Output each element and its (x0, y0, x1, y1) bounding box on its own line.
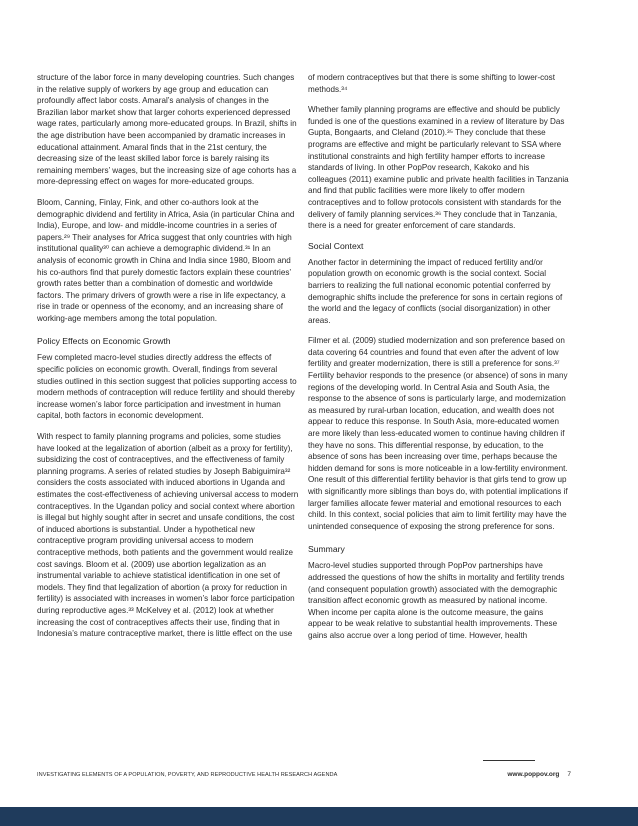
section-heading-policy-effects: Policy Effects on Economic Growth (37, 336, 171, 347)
left-column (37, 72, 299, 649)
left-paragraph-2: Bloom, Canning, Finlay, Fink, and other co-authors look at the demographic dividend and fertility in Africa, Asia (in particular China and India), Europe, and low- and middle-income countries in a series of papers.²⁹ Their analyses for Africa suggest that only countries with high institutional quality³⁰ can achieve a demographic dividend.³¹ In an analysis of economic growth in China and India since 1980, Bloom and his co-authors find that purely domestic factors explain these countries’ growth rates better than a combination of domestic and worldwide factors. The primary drivers of growth were a rise in life expectancy, a rise in trade or openness of the economy, and an increasing share of working-age members among the total population. (37, 197, 295, 323)
left-paragraph-3: Few completed macro-level studies directly address the effects of specific policies on economic growth. Overall, findings from several studies outlined in this section suggest that policies supporting access to modern methods of contraception will reduce fertility and should thereby increase women’s labor force participation and investment in human capital, both factors in economic development. (37, 353, 297, 421)
right-paragraph-5: Macro-level studies supported through PopPov partnerships have addressed the questions of how the shifts in mortality and fertility trends (and consequent population growth) associated with the demographic transition affect economic growth as measured by national income. When income per capita alone is the outcome measure, the gains appear to be weak relative to substantial health improvements. These gains also accrue over a long period of time. However, health (308, 561, 565, 640)
right-paragraph-3: Another factor in determining the impact of reduced fertility and/or population growth on economic growth is the social context. Social barriers to realizing the full national economic potential conferred by demographic shifts include the preference for sons in certain regions of the world and the legacy of conflicts (social disorganization) in other areas. (308, 257, 563, 325)
right-paragraph-1: of modern contraceptives but that there is some shifting to lower-cost methods.³⁴ (308, 73, 555, 94)
left-paragraph-1: structure of the labor force in many developing countries. Such changes in the relative supply of workers by age group and education can profoundly affect labor costs. Amaral’s analysis of changes in the Brazilian labor market show that larger cohorts experienced depressed wage rates, particularly among more-educated groups. In Brazil, shifts in the age distribution have been accompanied by dramatic increases in educational attainment. Amaral finds that in the 21st century, the decreasing size of the least skilled labor force is barely raising its remaining members’ wages, but the increasing size of age cohorts has a more-depressing effect on wages for more-educated groups. (37, 73, 297, 187)
page-number: 7 (567, 771, 571, 778)
section-heading-social-context: Social Context (308, 240, 364, 251)
footer-url[interactable]: www.poppov.org (507, 771, 560, 778)
footer-rule (483, 760, 535, 761)
left-paragraph-4: With respect to family planning programs and policies, some studies have looked at the legalization of abortion (albeit as a proxy for fertility), subsidizing the cost of contraceptives, and the effectiveness of family planning programs. A series of related studies by Joseph Babiguimira³² considers the costs associated with induced abortions in Uganda and estimates the cost-effectiveness of achieving universal access to modern contraceptives. In the Ugandan policy and social context where abortion is illegal but highly sought after in secret and unsafe conditions, the cost of induced abortions is substantial. Under a hypothetical new contraceptive program providing universal access to modern contraceptive methods, both patients and the government would realize cost savings. Bloom et al. (2009) use abortion legalization as an instrumental variable to achieve statistical identification in one set of models. They find that legalization of abortion (a proxy for reduction in fertility) is associated with increases in women’s labor force participation during reproductive ages.³³ McKelvey et al. (2012) look at whether increasing the cost of contraceptives affects their use, finding that in Indonesia’s mature contraceptive market, there is little effect on the use (37, 432, 299, 639)
right-column (308, 72, 570, 651)
footer-title: INVESTIGATING ELEMENTS OF A POPULATION, POVERTY, AND REPRODUCTIVE HEALTH RESEARCH AGENDA (37, 772, 338, 778)
right-paragraph-2: Whether family planning programs are effective and should be publicly funded is one of the questions examined in a review of literature by Das Gupta, Bongaarts, and Cleland (2010).³⁵ They conclude that these programs are effective and might be particularly relevant to SSA where institutional constraints and high fertility hamper efforts to increase standards of living. In other PopPov research, Kakoko and his colleagues (2011) examine public and private health facilities in Tanzania and find that public facilities were more likely to offer modern contraceptives and to follow protocols consistent with standards for the delivery of family planning services.³⁶ They conclude that in Tanzania, there is a need for greater enforcement of care standards. (308, 105, 569, 231)
footer-right (507, 771, 571, 778)
section-heading-summary: Summary (308, 544, 345, 555)
footer-color-bar (0, 807, 638, 826)
page-footer (37, 771, 571, 783)
right-paragraph-4: Filmer et al. (2009) studied modernization and son preference based on data covering 64 countries and found that even after the advent of low fertility and greater modernization, there is still a preference for sons.³⁷ Fertility behavior responds to the presence (or absence) of sons in many regions of the developing world. In Central Asia and South Asia, the response to the absence of sons is particularly large, and modernization as measured by rural-urban location, education, and wealth does not appear to reduce this response. In South Asia, more-educated women are more likely than less-educated women to continue having children if they have no sons. This differential response, by education, to the absence of sons has been increasing over time, perhaps because the hidden demand for sons is more noticeable in a low-fertility environment. One result of this differential fertility behavior is that girls tend to grow up with significantly more siblings than boys do, with potential implications if larger families allocate fewer material and emotional resources to each child. In this context, social policies that aim to limit fertility may have the unintended consequence of exposing the strong preference for sons. (308, 336, 568, 531)
